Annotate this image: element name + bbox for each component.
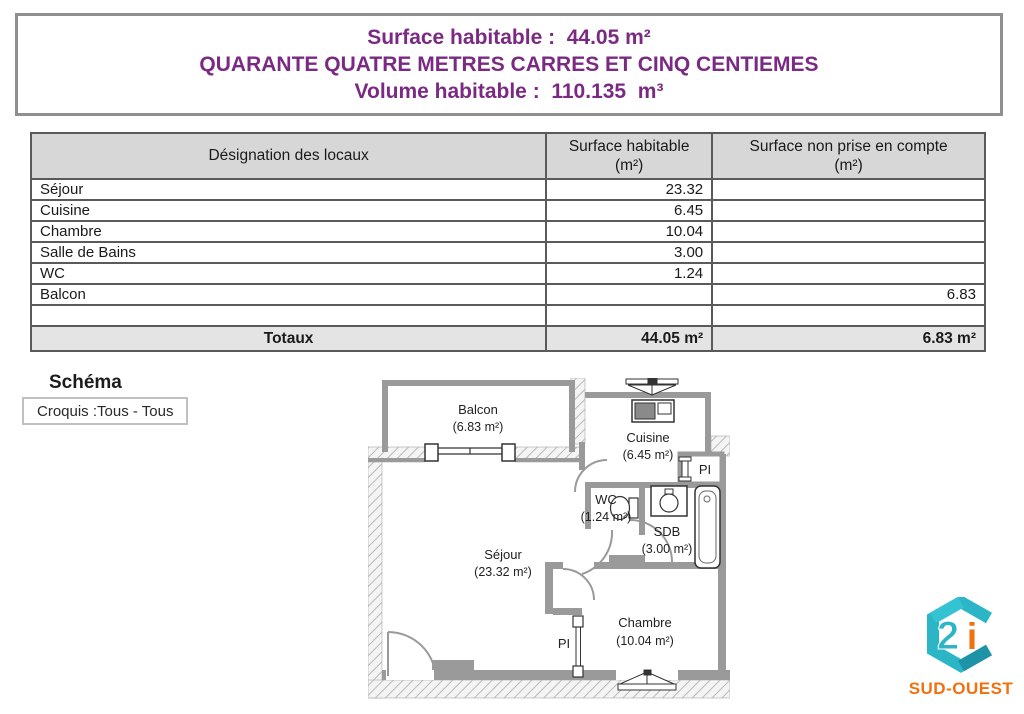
schema-title: Schéma <box>49 372 122 393</box>
table-header-row <box>31 133 985 179</box>
room-area-wc: (1.24 m²) <box>580 510 632 524</box>
pi-label-cuisine: PI <box>698 462 712 477</box>
croquis-box <box>22 397 188 425</box>
floor-plan <box>368 378 730 708</box>
floor-plan-drawing <box>368 378 730 708</box>
table-row: Chambre 10.04 <box>31 221 985 242</box>
chambre-door-arc <box>563 569 594 600</box>
company-logo <box>903 597 1019 697</box>
column-header-designation: Désignation des locaux <box>31 133 546 179</box>
room-area-sejour: (23.32 m²) <box>474 565 532 579</box>
room-area-cuisine: (6.45 m²) <box>622 448 674 462</box>
sliding-door-icon <box>573 616 583 677</box>
table-row: Salle de Bains 3.00 <box>31 242 985 263</box>
room-label-sdb: SDB <box>653 524 681 539</box>
washbasin-icon <box>651 486 687 516</box>
logo-region-label: SUD-OUEST <box>908 679 1014 698</box>
pi-label-sejour: PI <box>557 636 571 651</box>
surface-words-line: QUARANTE QUATRE METRES CARRES ET CINQ CENTIEMES <box>199 53 819 76</box>
totals-habitable: 44.05 m² <box>546 326 712 351</box>
column-header-surface-non-prise: Surface non prise en compte (m²) <box>712 133 985 179</box>
totals-non-prise: 6.83 m² <box>712 326 985 351</box>
entrance-opening <box>386 670 434 680</box>
table-row: WC 1.24 <box>31 263 985 284</box>
room-label-chambre: Chambre <box>618 615 672 630</box>
croquis-label: Croquis :Tous - Tous <box>37 402 174 420</box>
surfaces-table <box>30 132 986 352</box>
room-area-balcon: (6.83 m²) <box>452 420 504 434</box>
logo-digit-2: 2 <box>936 614 960 658</box>
balcony-window-icon <box>425 444 515 461</box>
column-header-surface-habitable: Surface habitable (m²) <box>546 133 712 179</box>
table-row: Cuisine 6.45 <box>31 200 985 221</box>
room-label-cuisine: Cuisine <box>626 430 670 445</box>
table-row-empty <box>31 305 985 326</box>
bathtub-icon <box>695 486 720 568</box>
room-label-sejour: Séjour <box>484 547 522 562</box>
totals-row <box>31 326 985 351</box>
room-area-chambre: (10.04 m²) <box>616 634 674 648</box>
table-row: Balcon 6.83 <box>31 284 985 305</box>
room-label-balcon: Balcon <box>458 402 498 417</box>
room-area-sdb: (3.00 m²) <box>641 542 693 556</box>
volume-habitable-line: Volume habitable : 110.135 m³ <box>354 80 664 103</box>
room-label-wc: WC <box>595 492 617 507</box>
surfaces-table-wrap <box>30 132 986 352</box>
surface-summary-box <box>15 13 1003 116</box>
logo-hexagon-icon <box>903 597 1019 673</box>
kitchen-sink-icon <box>632 400 674 422</box>
surface-habitable-line: Surface habitable : 44.05 m² <box>367 26 651 49</box>
totals-label: Totaux <box>31 326 546 351</box>
table-row: Séjour 23.32 <box>31 179 985 200</box>
logo-letter-i: i <box>966 616 978 657</box>
